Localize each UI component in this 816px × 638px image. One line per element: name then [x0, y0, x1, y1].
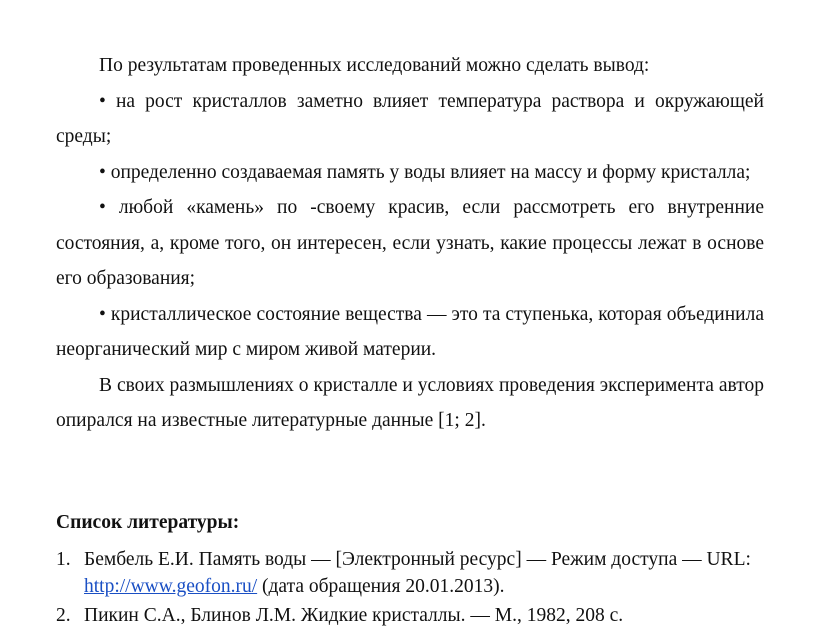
conclusion-bullet-4: • кристаллическое состояние вещества — это та ступенька, которая объединила неорганический мир с миром живой материи. — [56, 303, 764, 360]
conclusion-bullet-2: • определенно создаваемая память у воды влияет на массу и форму кристалла; — [99, 161, 751, 183]
references-heading: Список литературы: — [56, 512, 240, 533]
reference-access-date: (дата обращения 20.01.2013). — [257, 576, 505, 597]
reference-text: Пикин С.А., Блинов Л.М. Жидкие кристаллы. — М., 1982, 208 с. — [84, 605, 624, 626]
reference-number: 2. — [56, 605, 71, 626]
reference-text: Бембель Е.И. Память воды — [Электронный ресурс] — Режим доступа — URL: — [84, 549, 751, 570]
author-sources-paragraph: В своих размышлениях о кристалле и условиях проведения эксперимента автор опирался на известные литературные данные [1; 2]. — [56, 374, 764, 431]
references-list — [56, 546, 764, 631]
reference-url-link[interactable]: http://www.geofon.ru/ — [84, 576, 258, 597]
reference-number: 1. — [56, 549, 71, 570]
reference-item-2 — [56, 602, 764, 629]
conclusion-bullet-3: • любой «камень» по -своему красив, если рассмотреть его внутренние состояния, а, кроме того, он интересен, если узнать, какие процессы лежат в основе его образования; — [56, 197, 764, 289]
conclusion-bullet-1: • на рост кристаллов заметно влияет температура раствора и окружающей среды; — [56, 90, 764, 147]
reference-item-1 — [56, 546, 764, 600]
conclusion-intro: По результатам проведенных исследований можно сделать вывод: — [99, 55, 650, 76]
document-page — [56, 48, 764, 626]
